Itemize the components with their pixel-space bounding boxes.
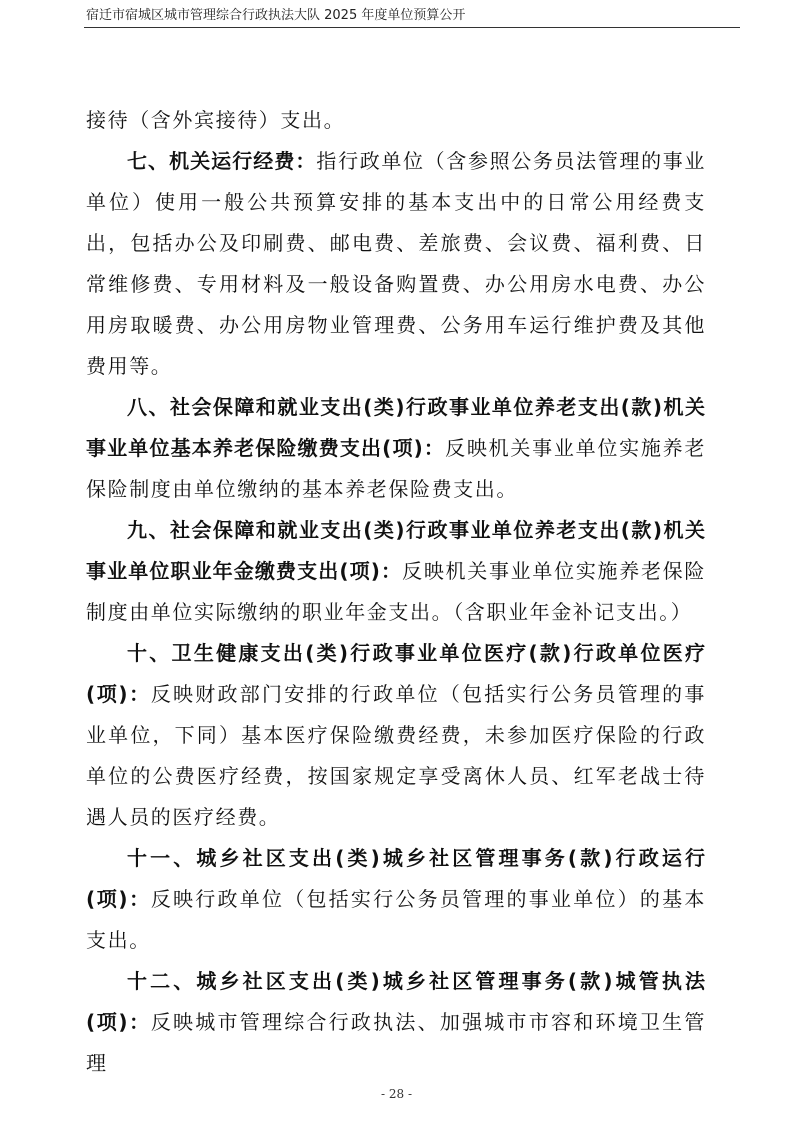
term-heading: 八、社会保障和就业支出(类)行政事业单位养老支出(款)机关事业单位基本养老保险缴费支出(项)：: [86, 395, 706, 460]
paragraph-text: 反映机关事业单位实施养老保险制度由单位实际缴纳的职业年金支出。（含职业年金补记支出。）: [86, 559, 706, 624]
paragraph-admin-operation: [86, 838, 706, 961]
paragraph-text: 接待（含外宾接待）支出。: [86, 108, 346, 132]
paragraph-text: 反映财政部门安排的行政单位（包括实行公务员管理的事业单位，下同）基本医疗保险缴费经费，未参加医疗保险的行政单位的公费医疗经费，按国家规定享受离休人员、红军老战士待遇人员的医疗经费。: [86, 682, 706, 829]
page-header: 宿迁市宿城区城市管理综合行政执法大队 2025 年度单位预算公开: [86, 8, 466, 23]
paragraph-operating-expenses: [86, 141, 706, 387]
paragraph-basic-pension: [86, 387, 706, 510]
page-number: - 28 -: [380, 1087, 412, 1101]
paragraph-text: 指行政单位（含参照公务员法管理的事业单位）使用一般公共预算安排的基本支出中的日常公用经费支出，包括办公及印刷费、邮电费、差旅费、会议费、福利费、日常维修费、专用材料及一般设备购置费、办公用房水电费、办公用房取暖费、办公用房物业管理费、公务用车运行维护费及其他费用等。: [86, 149, 706, 378]
paragraph-occupational-annuity: [86, 510, 706, 633]
paragraph-medical: [86, 633, 706, 838]
term-heading: 七、机关运行经费：: [127, 149, 317, 173]
paragraph-text: 反映城市管理综合行政执法、加强城市市容和环境卫生管理: [86, 1010, 706, 1075]
term-heading: 十二、城乡社区支出(类)城乡社区管理事务(款)城管执法(项)：: [86, 969, 706, 1034]
document-body: [86, 100, 706, 1084]
paragraph-urban-enforcement: [86, 961, 706, 1084]
paragraph-continuation: [86, 100, 706, 141]
paragraph-text: 反映机关事业单位实施养老保险制度由单位缴纳的基本养老保险费支出。: [86, 436, 707, 501]
term-heading: 十、卫生健康支出(类)行政事业单位医疗(款)行政单位医疗(项)：: [86, 641, 706, 706]
term-heading: 九、社会保障和就业支出(类)行政事业单位养老支出(款)机关事业单位职业年金缴费支出(项)：: [86, 518, 706, 583]
header-divider: [84, 27, 740, 28]
term-heading: 十一、城乡社区支出(类)城乡社区管理事务(款)行政运行(项)：: [86, 846, 706, 911]
paragraph-text: 反映行政单位（包括实行公务员管理的事业单位）的基本支出。: [86, 887, 706, 952]
